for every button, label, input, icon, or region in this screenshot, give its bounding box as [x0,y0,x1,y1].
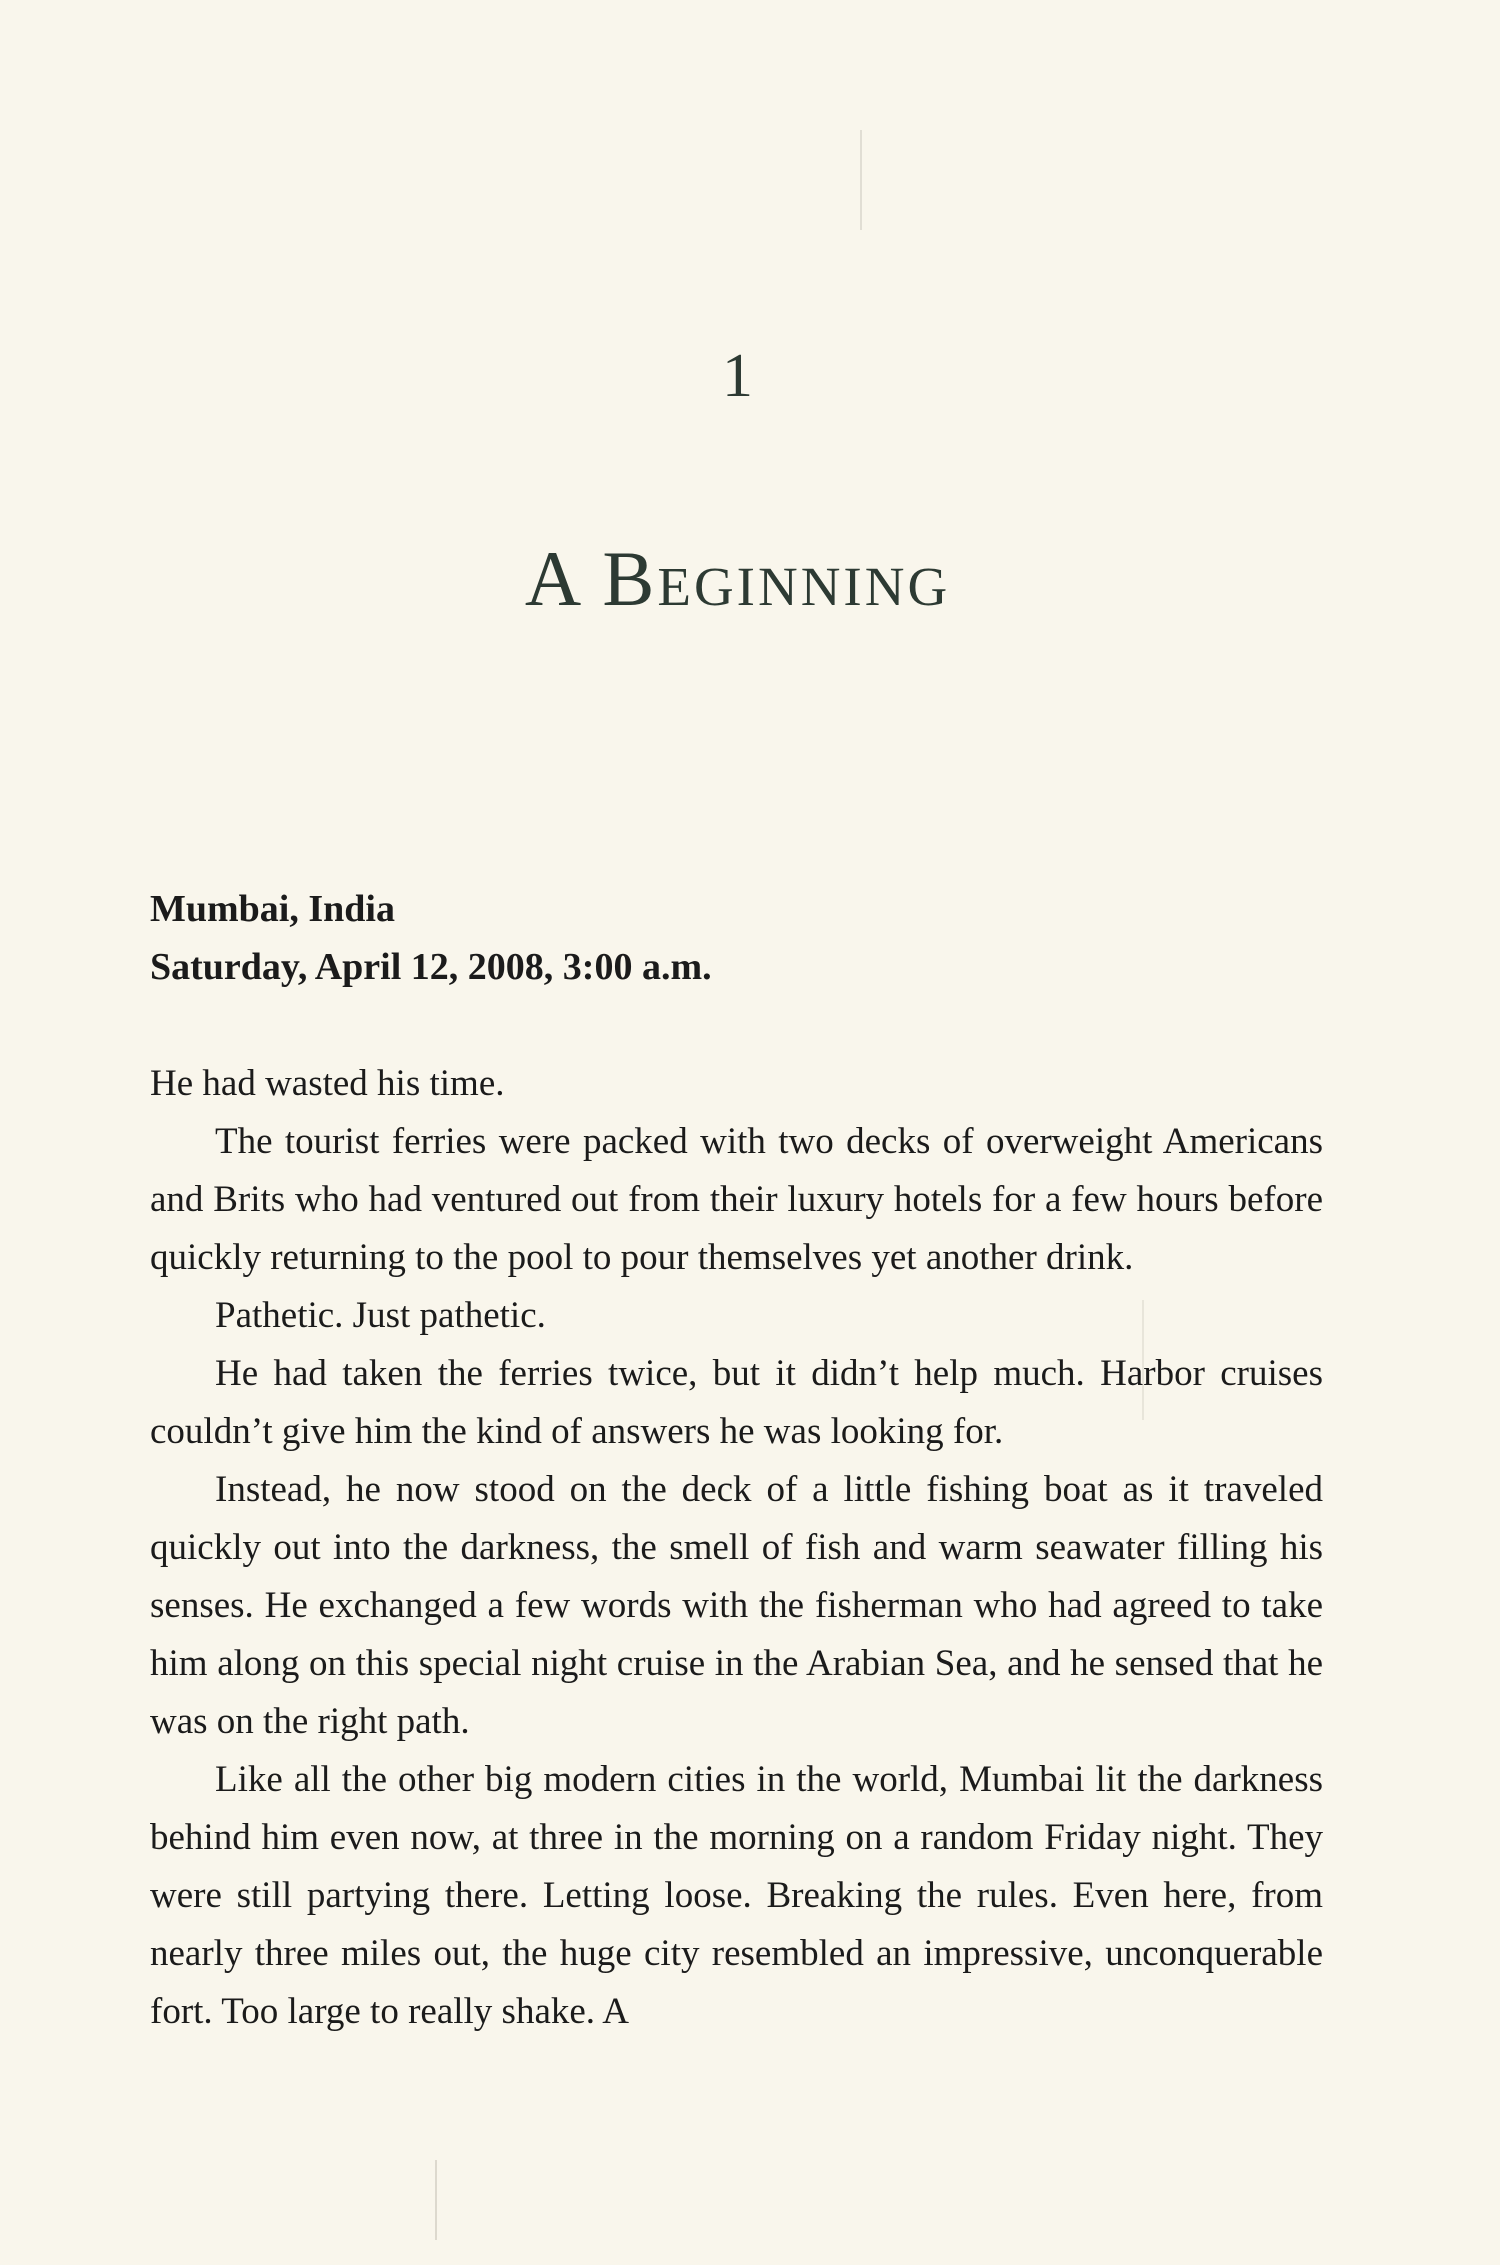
dateline [150,880,1330,996]
scan-artifact-line [1142,1300,1144,1420]
chapter-number: 1 [722,342,753,410]
paragraph: He had taken the ferries twice, but it didn’t help much. Harbor cruises couldn’t give him the kind of answers he was looking for. [150,1353,1323,1452]
scan-artifact-line [860,130,862,230]
paragraph: The tourist ferries were packed with two decks of overweight Americans and Brits who had ventured out from their luxury hotels for a few hours before quickly returning to the pool to pour themselves yet another drink. [150,1121,1323,1278]
scan-artifact-line [435,2160,437,2240]
paragraph: Instead, he now stood on the deck of a little fishing boat as it traveled quickly out into the darkness, the smell of fish and warm seawater filling his senses. He exchanged a few words with the fisherman who had agreed to take him along on this special night cruise in the Arabian Sea, and he sensed that he was on the right path. [150,1469,1323,1742]
paragraph: Pathetic. Just pathetic. [215,1295,546,1336]
paragraph: He had wasted his time. [150,1063,505,1104]
chapter-title: A Beginning [524,535,951,622]
paragraph: Like all the other big modern cities in the world, Mumbai lit the darkness behind him even now, at three in the morning on a random Friday night. They were still partying there. Letting loose. Breaking the rules. Even here, from nearly three miles out, the huge city resembled an impressive, unconquerable fort. Too large to really shake. A [150,1759,1323,2032]
body-text [150,1055,1323,2041]
dateline-datetime: Saturday, April 12, 2008, 3:00 a.m. [150,946,712,988]
dateline-location: Mumbai, India [150,888,395,930]
